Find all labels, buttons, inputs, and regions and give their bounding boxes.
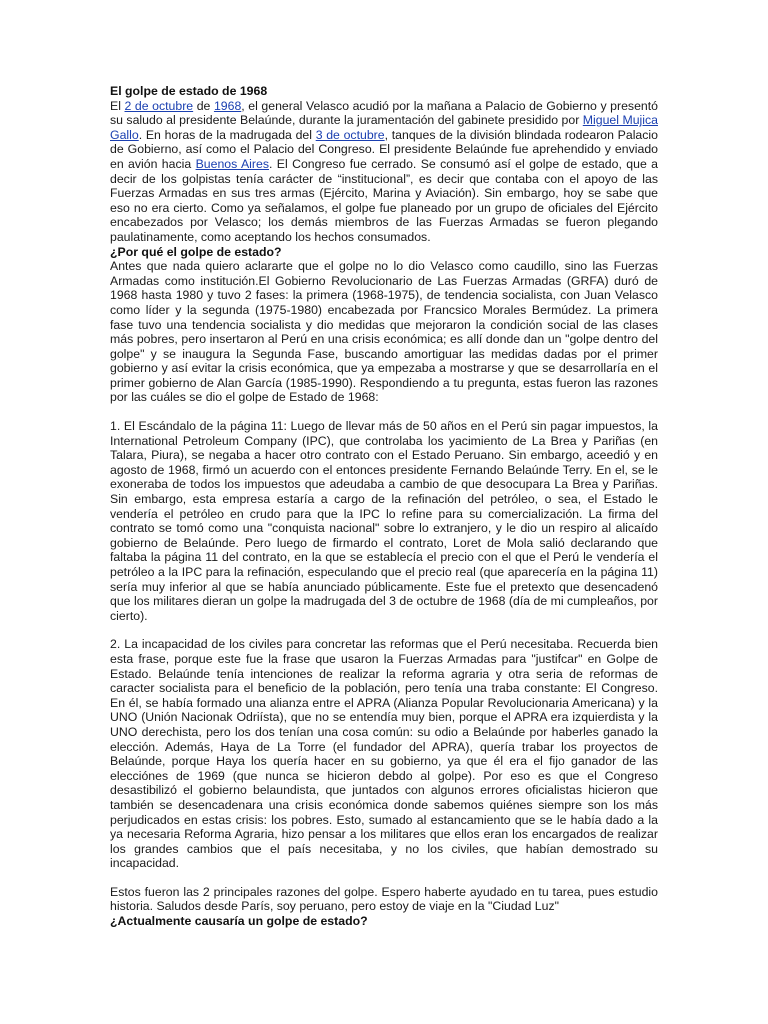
link-miguel-mujica-gallo[interactable]: Miguel Mujica Gallo: [110, 113, 658, 142]
section-title-golpe-1968: El golpe de estado de 1968: [110, 84, 268, 98]
text-fragment: , tanques de la división blindada rodearon Palacio de Gobierno, así como el Palacio del Congreso. El presidente Belaúnde fue aprehendido y enviado en avión hacia: [110, 127, 658, 171]
paragraph-intro: Antes que nada quiero aclararte que el golpe no lo dio Velasco como caudillo, sino las Fuerzas Armadas como institución.El Gobierno Revolucionario de Las Fuerzas Armadas (GRFA) duró de 1968 hasta 1980 y tuvo 2 fases: la primera (1968-1975), de tendencia socialista, con Juan Velasco como líder y la segunda (1975-1980) encabezada por Francsico Morales Bermúdez. La primera fase tuvo una tendencia socialista y dio medidas que mejoraron la condición social de las clases más pobres, pero insertaron al Perú en una crisis económica; es allí donde dan un "golpe dentro del golpe" y se inaugura la Segunda Fase, buscando amortiguar las medidas dadas por el primer gobierno y así evitar la crisis económica, que ya empezaba a mostrarse y que se desarrollaría en el primer gobierno de Alan García (1985-1990). Respondiendo a tu pregunta, estas fueron las razones por las cuáles se dio el golpe de Estado de 1968:: [110, 259, 658, 405]
paragraph-gap: [110, 623, 658, 637]
paragraph-gap: [110, 405, 658, 419]
paragraph-gap: [110, 871, 658, 885]
text-fragment: . El Congreso fue cerrado. Se consumó así el golpe de estado, que a decir de los golpistas tenía carácter de “institucional”, es decir que contaba con el apoyo de las Fuerzas Armadas en sus tres armas (Ejército, Marina y Aviación). Sin embargo, hoy se sabe que eso no era cierto. Como ya señalamos, el golpe fue planeado por un grupo de oficiales del Ejército encabezados por Velasco; los demás miembros de las Fuerzas Armadas se fueron plegando paulatinamente, como aceptando los hechos consumados.: [110, 156, 658, 244]
paragraph-closing: Estos fueron las 2 principales razones del golpe. Espero haberte ayudado en tu tarea, pues estudio historia. Saludos desde París, soy peruano, pero estoy de viaje en la "Ciudad Luz": [110, 884, 658, 914]
text-fragment: , el general Velasco acudió por la mañana a Palacio de Gobierno y presentó su saludo al presidente Belaúnde, durante la juramentación del gabinete presidido por: [110, 98, 659, 128]
paragraph-reason-1: 1. El Escándalo de la página 11: Luego de llevar más de 50 años en el Perú sin pagar impuestos, la International Petroleum Company (IPC), que controlaba los yacimiento de La Brea y Pariñas (en Talara, Piura), se negaba a hacer otro contrato con el Estado Peruano. Sin embargo, aceedió y en agosto de 1968, firmó un acuerdo con el entonces presidente Fernando Belaúnde Terry. En el, se le exoneraba de todos los impuestos que adeudaba a cambio de que desocupara La Brea y Pariñas. Sin embargo, esta empresa estaría a cargo de la refinación del petróleo, o sea, el Estado le vendería el petróleo en crudo para que la IPC lo refine para su comercialización. La firma del contrato se tomó como una "conquista nacional" sobre lo extranjero, y le dio un respiro al alicaído gobierno de Belaúnde. Pero luego de firmardo el contrato, Loret de Mola salió declarando que faltaba la página 11 del contrato, en la que se establecía el precio con el que el Perú le vendería el petróleo a la IPC para la refinación, especulando que el precio real (que aparecería en la página 11) sería muy inferior al que se había anunciado públicamente. Este fue el pretexto que desencadenó que los militares dieran un golpe la madrugada del 3 de octubre de 1968 (día de mi cumpleaños, por cierto).: [110, 419, 658, 623]
document-page: [110, 84, 658, 929]
section-title-por-que: ¿Por qué el golpe de estado?: [110, 244, 282, 259]
text-fragment: de: [193, 98, 214, 113]
link-2-de-octubre[interactable]: 2 de octubre: [124, 98, 194, 113]
link-buenos-aires[interactable]: Buenos Aires: [195, 156, 269, 171]
text-fragment: . En horas de la madrugada del: [138, 127, 316, 142]
paragraph-reason-2: 2. La incapacidad de los civiles para concretar las reformas que el Perú necesitaba. Recuerda bien esta frase, porque este fue la frase que usaron la Fuerzas Armadas para "justifcar" en Golpe de Estado. Belaúnde tenía intenciones de realizar la reforma agraria y otra seria de reformas de caracter socialista para el beneficio de la población, pero tenía una traba constante: El Congreso. En él, se había formado una alianza entre el APRA (Alianza Popular Revolucionaria Americana) y la UNO (Unión Nacionak Odriísta), que no se entendía muy bien, porque el APRA era izquierdista y la UNO derechista, pero los dos tenían una cosa común: su odio a Belaúnde por haberles ganado la elección. Además, Haya de La Torre (el fundador del APRA), quería trabar los proyectos de Belaúnde, porque Haya los quería hacer en su gobierno, ya que él era el fijo ganador de las elecciónes de 1969 (que nunca se hicieron debdo al golpe). Por eso es que el Congreso desastibilizó el gobierno belaundista, que juntados con algunos errores oficialistas hicieron que también se desencadenara una crisis económica donde sabemos quiénes siempre son los más perjudicados en estas crisis: los pobres. Esto, sumado al estancamiento que se le había dado a la ya necesaria Reforma Agraria, hizo pensar a los militares que ellos eran los encargados de realizar los grandes cambios que el país necesitaba, y no los civiles, que habían demostrado su incapacidad.: [110, 637, 658, 871]
link-3-de-octubre[interactable]: 3 de octubre: [315, 127, 385, 142]
text-fragment: El: [110, 98, 125, 113]
link-1968[interactable]: 1968: [213, 98, 242, 113]
section-title-actualmente: ¿Actualmente causaría un golpe de estado?: [110, 914, 368, 929]
paragraph-golpe-1968: [110, 99, 658, 245]
